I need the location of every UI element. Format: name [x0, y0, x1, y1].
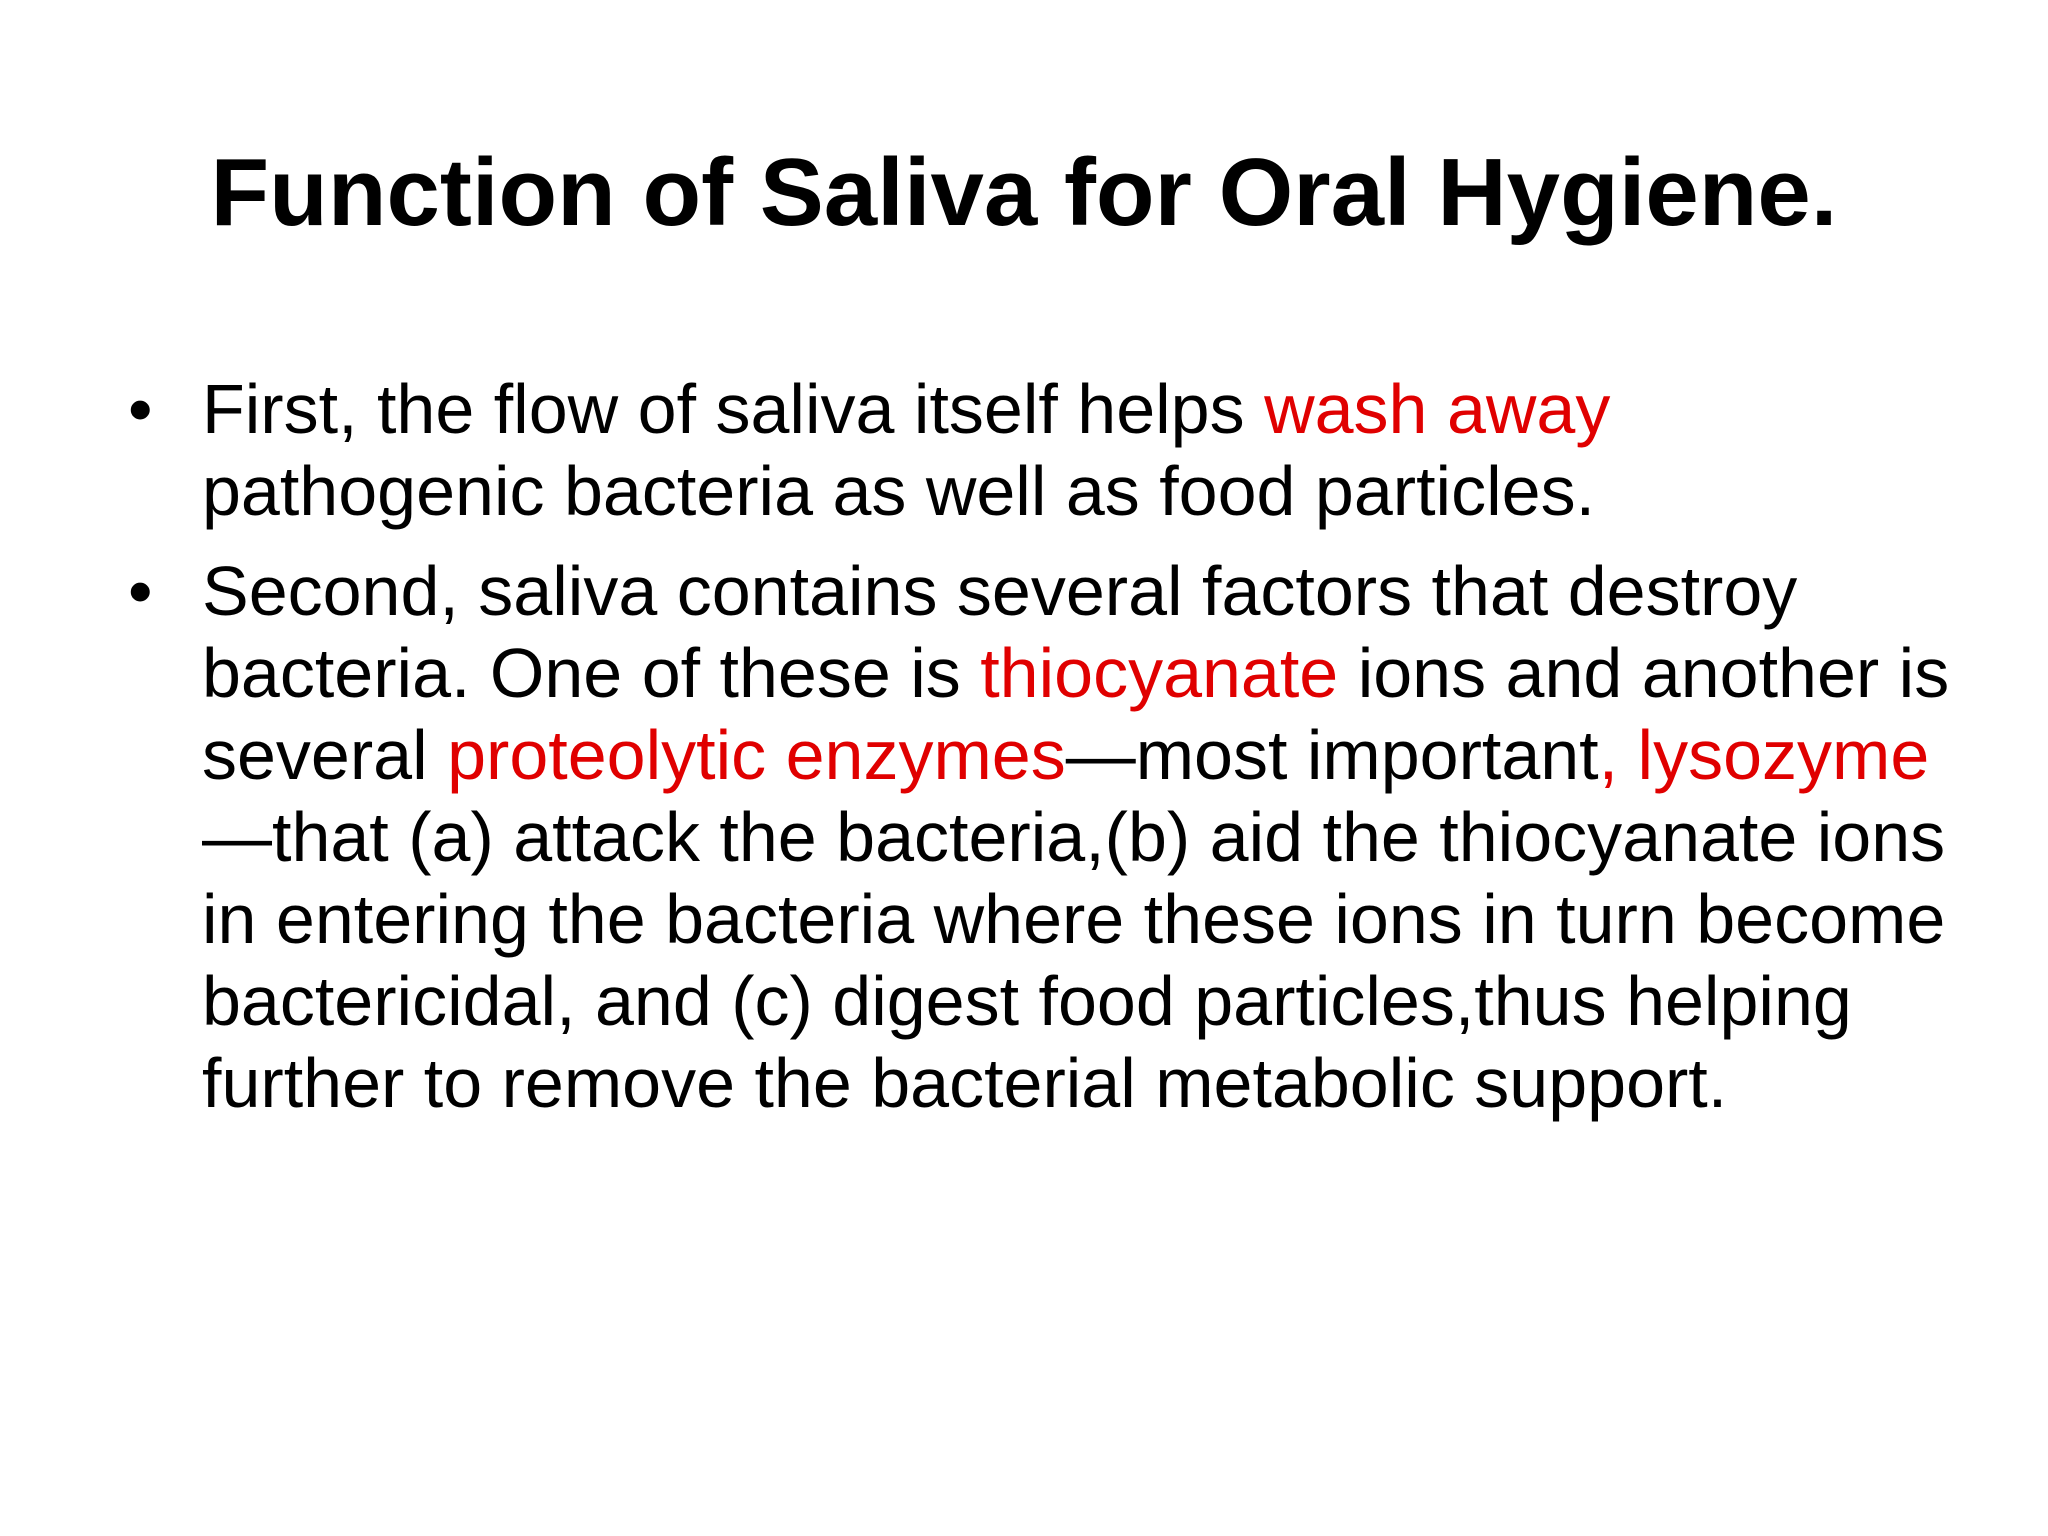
bullet-text [202, 370, 1610, 530]
bullet-item [122, 550, 1962, 1124]
bullet-list [122, 368, 1962, 1142]
slide-title: Function of Saliva for Oral Hygiene. [210, 139, 1838, 246]
bullet-item [122, 368, 1962, 532]
highlighted-text: wash away [1264, 370, 1611, 448]
highlighted-text: , lysozyme [1598, 716, 1930, 794]
text-segment: Second, saliva contains several factors that destroy bacteria. One of these is [202, 552, 1798, 712]
bullet-dot-icon: • [128, 370, 153, 448]
highlighted-text: thiocyanate [980, 634, 1339, 712]
highlighted-text: proteolytic enzymes [447, 716, 1066, 794]
text-segment: ions and another is several [202, 634, 1950, 794]
text-segment: First, the flow of saliva itself helps [202, 370, 1265, 448]
text-segment: pathogenic bacteria as well as food particles. [202, 452, 1596, 530]
text-segment: —that (a) attack the bacteria,(b) aid the thiocyanate ions in entering the bacteria where these ions in turn become bactericidal, and (c) digest food particles,thus helping further to remove the bacterial metabolic support. [202, 798, 1946, 1122]
bullet-dot-icon: • [128, 552, 153, 630]
text-segment: —most important [1065, 716, 1599, 794]
bullet-text [202, 552, 1949, 1122]
